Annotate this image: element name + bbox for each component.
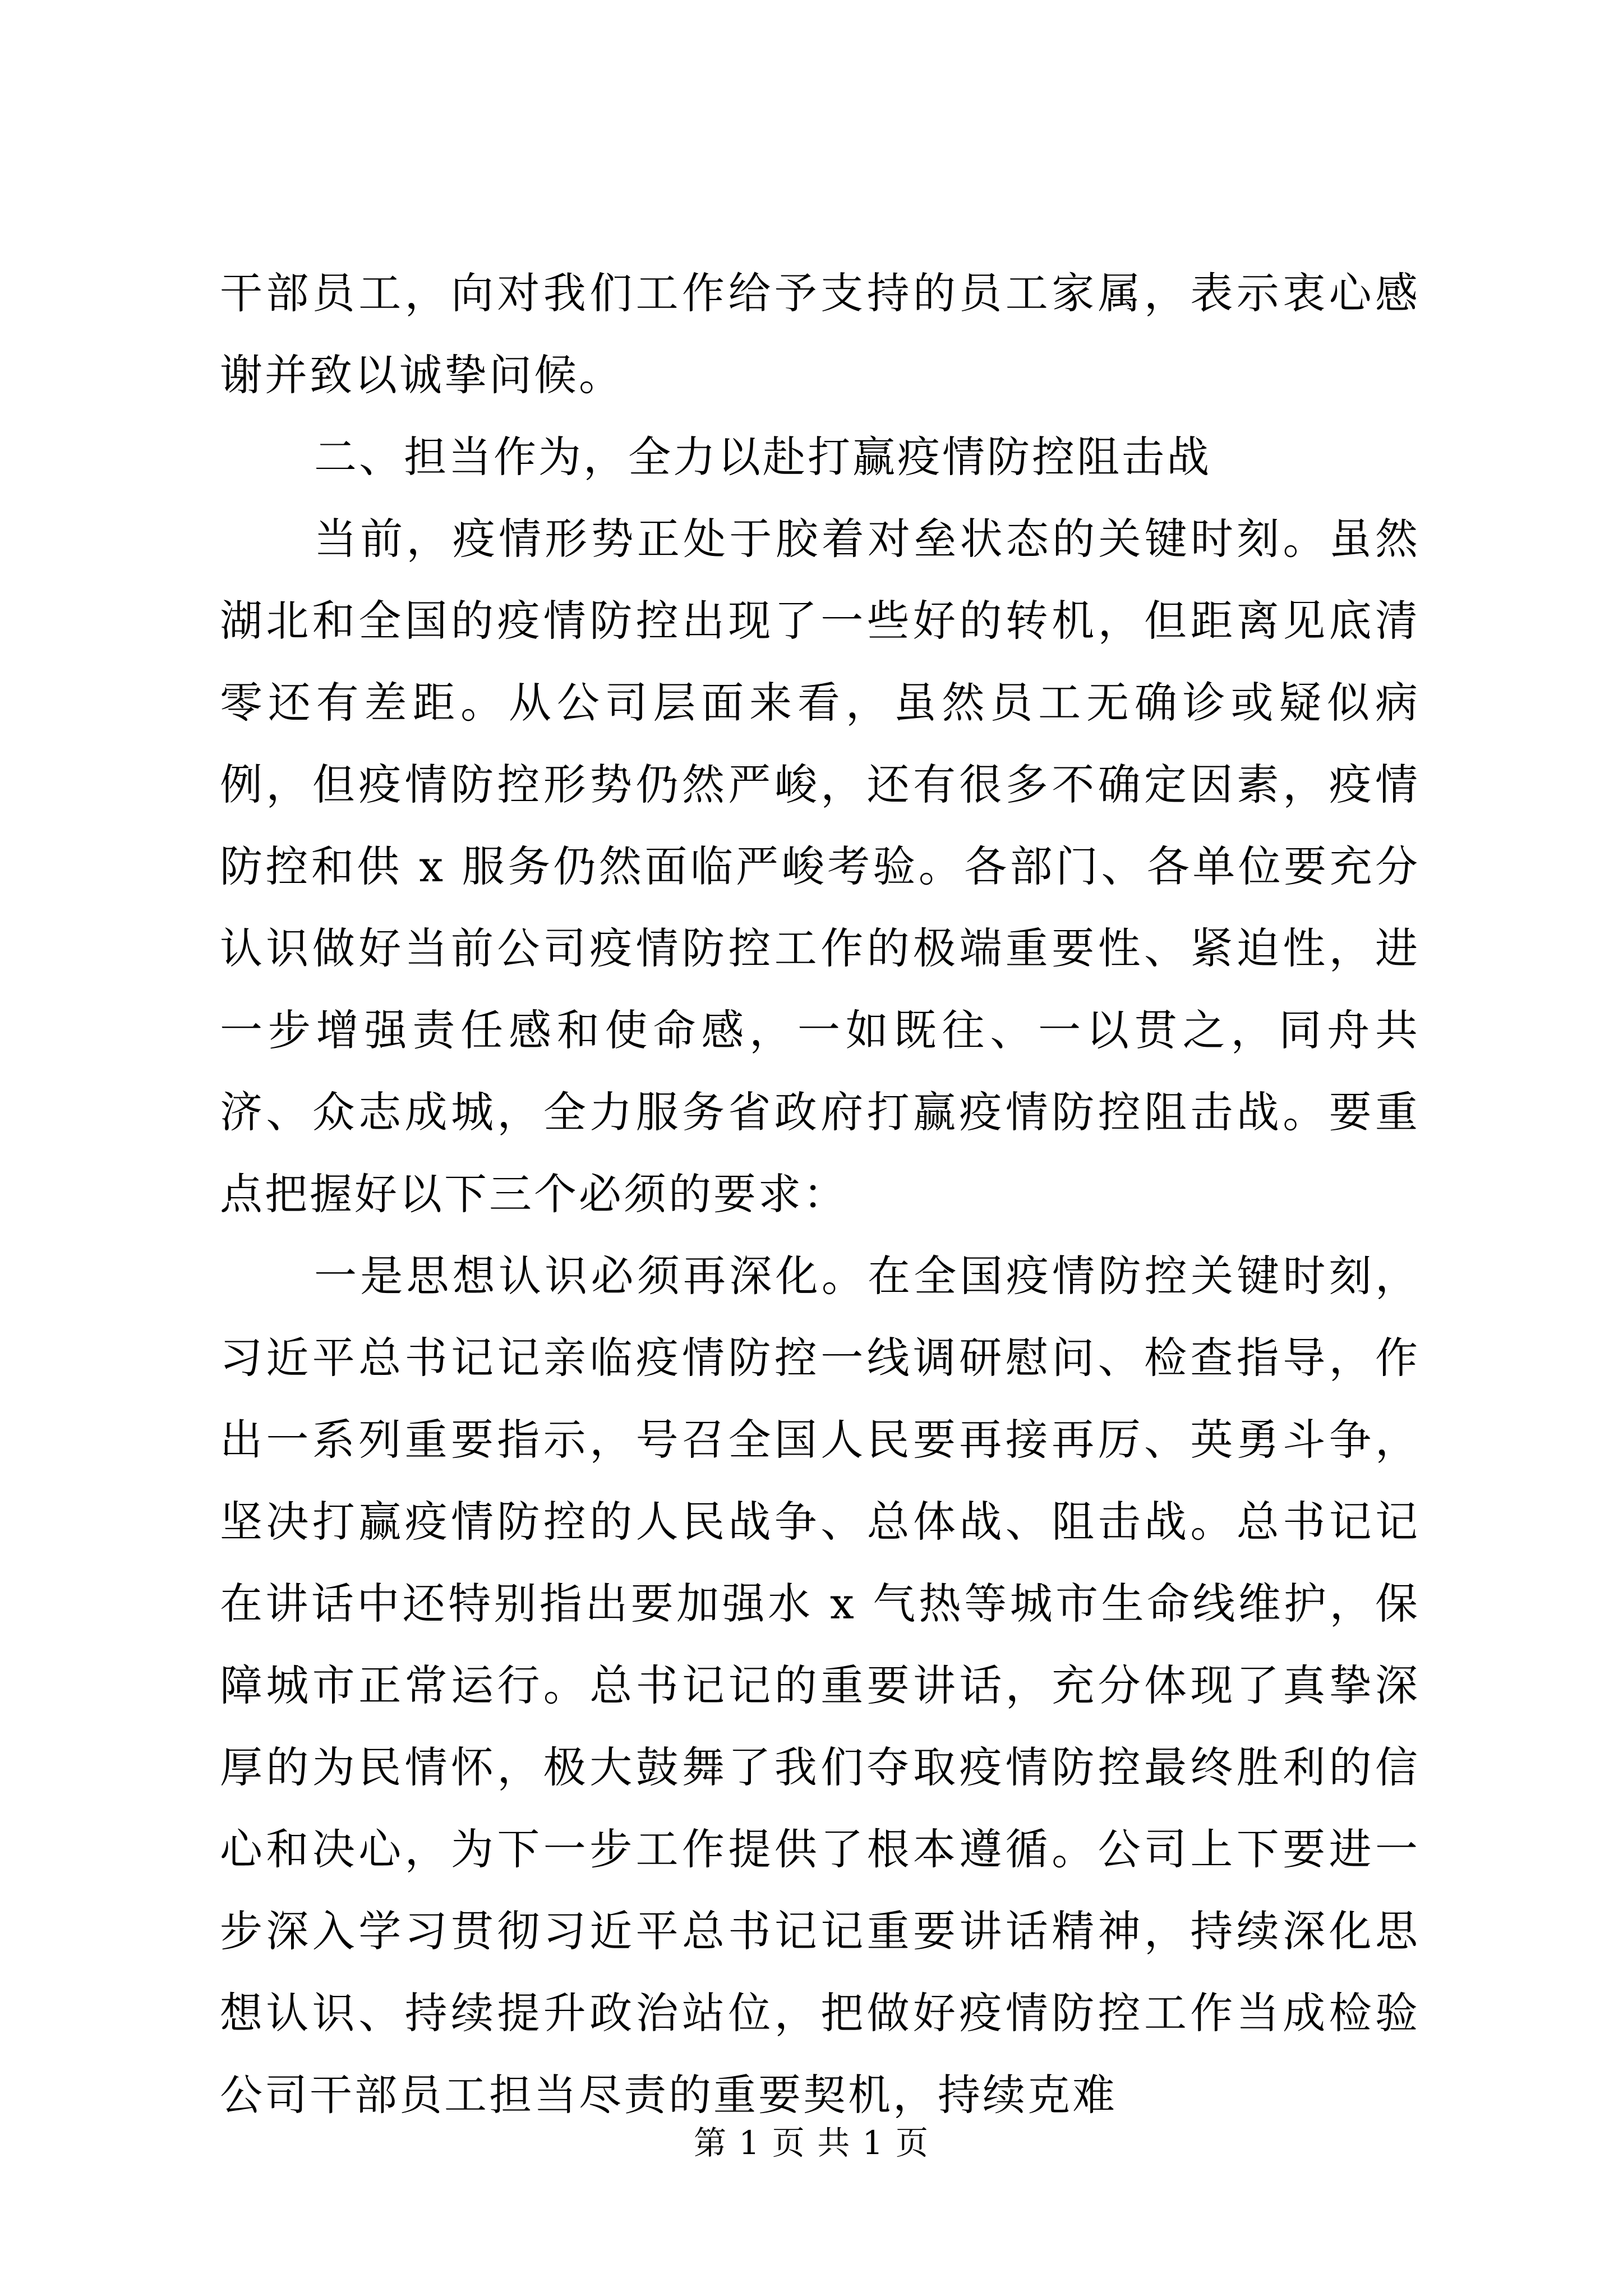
document-body (220, 252, 1420, 2136)
paragraph-continuation: 干部员工，向对我们工作给予支持的员工家属，表示衷心感谢并致以诚挚问候。 (220, 268, 1420, 400)
paragraph: 当前，疫情形势正处于胶着对垒状态的关键时刻。虽然湖北和全国的疫情防控出现了一些好的转机，但距离见底清零还有差距。从公司层面来看，虽然员工无确诊或疑似病例，但疫情防控形势仍然严峻，还有很多不确定因素，疫情防控和供 x 服务仍然面临严峻考验。各部门、各单位要充分认识做好当前公司疫情防控工作的极端重要性、紧迫性，进一步增强责任感和使命感，一如既往、一以贯之，同舟共济、众志成城，全力服务省政府打赢疫情防控阻击战。要重点把握好以下三个必须的要求： (220, 514, 1420, 1219)
page-footer (0, 2120, 1623, 2165)
page-number: 第 1 页 (694, 2124, 806, 2162)
paragraph: 一是思想认识必须再深化。在全国疫情防控关键时刻，习近平总书记记亲临疫情防控一线调研慰问、检查指导，作出一系列重要指示，号召全国人民要再接再厉、英勇斗争，坚决打赢疫情防控的人民战争、总体战、阻击战。总书记记在讲话中还特别指出要加强水 x 气热等城市生命线维护，保障城市正常运行。总书记记的重要讲话，充分体现了真挚深厚的为民情怀，极大鼓舞了我们夺取疫情防控最终胜利的信心和决心，为下一步工作提供了根本遵循。公司上下要进一步深入学习贯彻习近平总书记记重要讲话精神，持续深化思想认识、持续提升政治站位，把做好疫情防控工作当成检验公司干部员工担当尽责的重要契机，持续克难 (220, 1251, 1420, 2120)
section-heading: 二、担当作为，全力以赴打赢疫情防控阻击战 (314, 432, 1211, 482)
page-total: 共 1 页 (817, 2124, 929, 2162)
